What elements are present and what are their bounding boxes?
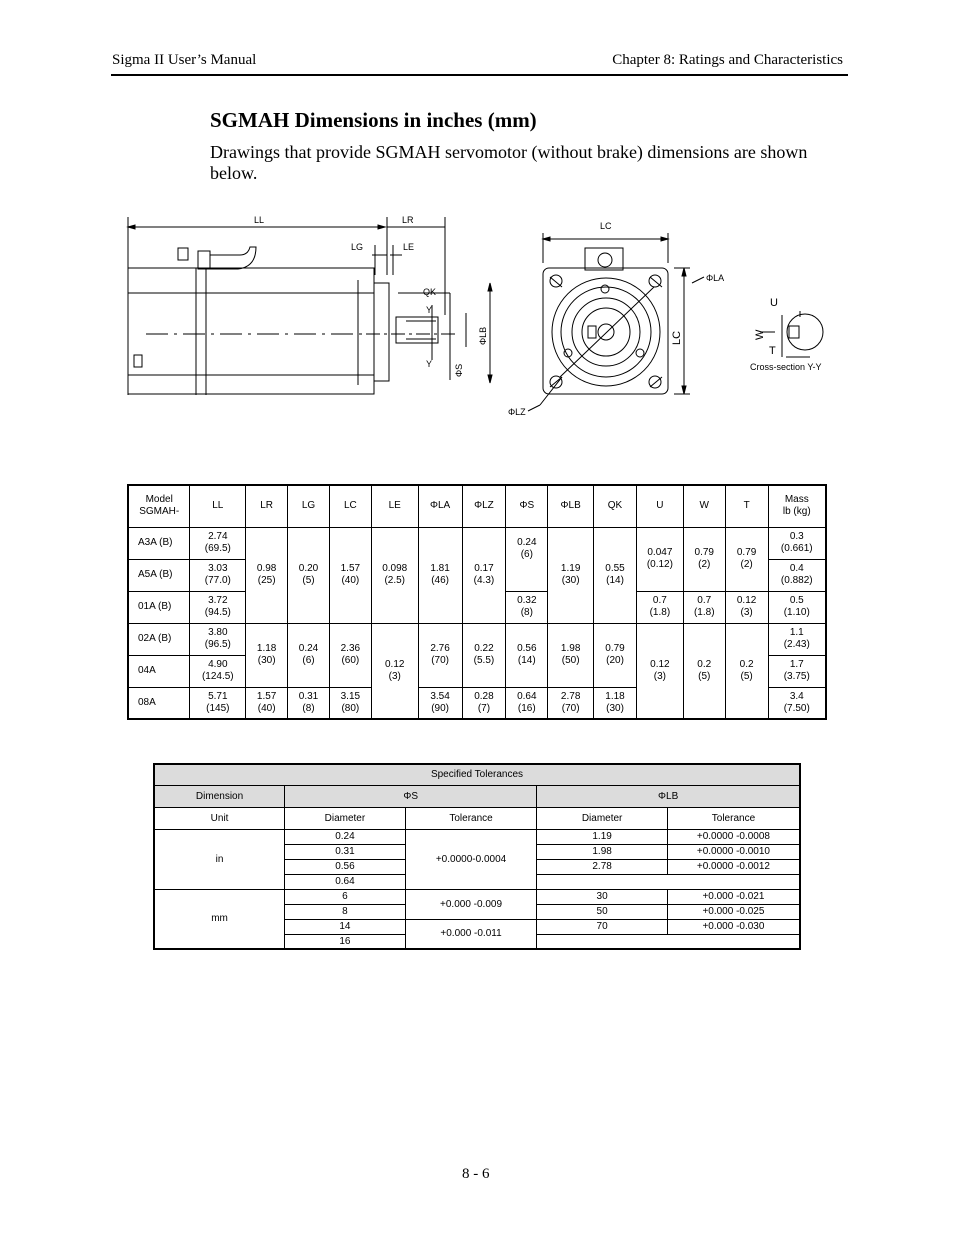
qk-cell: 0.55 (14) [594,527,637,623]
s-diameter-header: Diameter [285,807,406,829]
label-lc-side: LC [671,330,683,345]
lb-diameter-header: Diameter [537,807,668,829]
table-cell: +0.0000-0.0004 [405,829,537,889]
ll-cell: 5.71 (145) [190,687,246,719]
mass-cell: 1.1 (2.43) [768,623,826,655]
header-phi-s: ΦS [506,485,548,527]
lr-cell: 1.18 (30) [246,623,288,687]
model-cell: 02A (B) [128,623,190,655]
mass-cell: 3.4 (7.50) [768,687,826,719]
table-cell: 1.19 [537,829,668,844]
ll-cell: 2.74 (69.5) [190,527,246,559]
table-cell: 70 [537,919,668,934]
qk-cell: 0.79 (20) [594,623,637,687]
model-cell: A3A (B) [128,527,190,559]
dimension-header: Dimension [154,785,285,807]
tolerance-title: Specified Tolerances [154,764,800,785]
unit-header: Unit [154,807,285,829]
table-cell: 1.98 [537,844,668,859]
s-cell: 0.56 (14) [506,623,548,687]
mass-cell: 1.7 (3.75) [768,655,826,687]
table-row [128,527,826,559]
model-cell: 08A [128,687,190,719]
lc-cell: 2.36 (60) [329,623,371,687]
w-cell: 0.7 (1.8) [683,591,725,623]
lz-cell: 0.28 (7) [462,687,506,719]
header-t: T [725,485,768,527]
table-cell: +0.0000 -0.0008 [667,829,800,844]
label-phi-lz: ΦLZ [508,407,526,417]
s-cell: 0.32 (8) [506,591,548,623]
table-cell: 8 [285,904,406,919]
table-cell: +0.000 -0.021 [667,889,800,904]
header-lg: LG [288,485,330,527]
servomotor-dimension-drawing [110,205,850,425]
header-lr: LR [246,485,288,527]
label-qk: QK [423,287,437,297]
ll-cell: 3.72 (94.5) [190,591,246,623]
header-chapter-title: Chapter 8: Ratings and Characteristics [612,52,843,68]
lr-cell: 1.57 (40) [246,687,288,719]
lc-cell: 3.15 (80) [329,687,371,719]
header-model: Model SGMAH- [128,485,190,527]
header-u: U [636,485,683,527]
header-ll: LL [190,485,246,527]
label-phi-lb: ΦLB [478,326,488,345]
mass-cell: 0.3 (0.661) [768,527,826,559]
lg-cell: 0.31 (8) [288,687,330,719]
header-phi-lb: ΦLB [548,485,594,527]
header-le: LE [371,485,418,527]
label-cross-section: Cross-section Y-Y [750,362,822,372]
phi-lb-header: ΦLB [537,785,800,807]
table-cell: 50 [537,904,668,919]
header-qk: QK [594,485,637,527]
unit-in: in [154,829,285,889]
label-y-top: Y [426,305,433,315]
label-le: LE [403,242,415,252]
ll-cell: 4.90 (124.5) [190,655,246,687]
table-cell: +0.0000 -0.0010 [667,844,800,859]
table-cell: +0.000 -0.025 [667,904,800,919]
header-manual-title: Sigma II User’s Manual [112,52,257,68]
section-title: SGMAH Dimensions in inches (mm) [210,108,537,132]
le-cell: 0.12 (3) [371,623,418,719]
model-cell: 01A (B) [128,591,190,623]
w-cell: 0.2 (5) [683,623,725,719]
table-cell: 30 [537,889,668,904]
tolerance-table [153,763,801,950]
u-cell: 0.047 (0.12) [636,527,683,591]
empty-cell [537,874,800,889]
ll-cell: 3.80 (96.5) [190,623,246,655]
label-phi-s: ΦS [454,363,464,377]
label-lr: LR [402,215,414,225]
w-cell: 0.79 (2) [683,527,725,591]
header-phi-lz: ΦLZ [462,485,506,527]
la-cell: 2.76 (70) [418,623,462,687]
t-cell: 0.12 (3) [725,591,768,623]
la-cell: 3.54 (90) [418,687,462,719]
header-lc: LC [329,485,371,527]
le-cell: 0.098 (2.5) [371,527,418,623]
empty-cell [537,934,800,949]
lz-cell: 0.22 (5.5) [462,623,506,687]
table-cell: 0.64 [285,874,406,889]
s-tolerance-header: Tolerance [405,807,537,829]
table-cell: +0.000 -0.009 [405,889,537,919]
label-phi-la: ΦLA [706,273,725,283]
label-lg: LG [351,242,364,252]
lg-cell: 0.24 (6) [288,623,330,687]
u-cell: 0.7 (1.8) [636,591,683,623]
t-cell: 0.79 (2) [725,527,768,591]
header-phi-la: ΦLA [418,485,462,527]
dimension-table [127,484,827,720]
table-cell: 14 [285,919,406,934]
intro-paragraph: Drawings that provide SGMAH servomotor (without brake) dimensions are shown below. [210,142,808,183]
table-cell: +0.000 -0.011 [405,919,537,949]
label-w: W [754,329,766,340]
label-lc-top: LC [600,221,612,231]
table-row [128,623,826,655]
lb-cell: 2.78 (70) [548,687,594,719]
lb-cell: 1.98 (50) [548,623,594,687]
table-cell: +0.000 -0.030 [667,919,800,934]
model-cell: 04A [128,655,190,687]
header-mass: Mass lb (kg) [768,485,826,527]
table-cell: 0.24 [285,829,406,844]
table-cell: 0.31 [285,844,406,859]
table-cell: 2.78 [537,859,668,874]
table-cell: 16 [285,934,406,949]
label-t: T [769,345,776,357]
qk-cell: 1.18 (30) [594,687,637,719]
lz-cell: 0.17 (4.3) [462,527,506,623]
header-w: W [683,485,725,527]
mass-cell: 0.5 (1.10) [768,591,826,623]
lb-tolerance-header: Tolerance [667,807,800,829]
phi-s-header: ΦS [285,785,537,807]
t-cell: 0.2 (5) [725,623,768,719]
u-cell: 0.12 (3) [636,623,683,719]
lg-cell: 0.20 (5) [288,527,330,623]
model-cell: A5A (B) [128,559,190,591]
table-cell: 0.56 [285,859,406,874]
lc-cell: 1.57 (40) [329,527,371,623]
s-cell: 0.64 (16) [506,687,548,719]
header-rule [111,74,848,76]
label-y-bottom: Y [426,359,433,369]
mass-cell: 0.4 (0.882) [768,559,826,591]
la-cell: 1.81 (46) [418,527,462,623]
label-u: U [770,297,778,309]
s-cell: 0.24 (6) [506,527,548,591]
table-header-row [128,485,826,527]
lr-cell: 0.98 (25) [246,527,288,623]
lb-cell: 1.19 (30) [548,527,594,623]
ll-cell: 3.03 (77.0) [190,559,246,591]
table-cell: 6 [285,889,406,904]
unit-mm: mm [154,889,285,949]
label-ll: LL [254,215,265,225]
table-cell: +0.0000 -0.0012 [667,859,800,874]
page-number: 8 - 6 [462,1166,490,1182]
